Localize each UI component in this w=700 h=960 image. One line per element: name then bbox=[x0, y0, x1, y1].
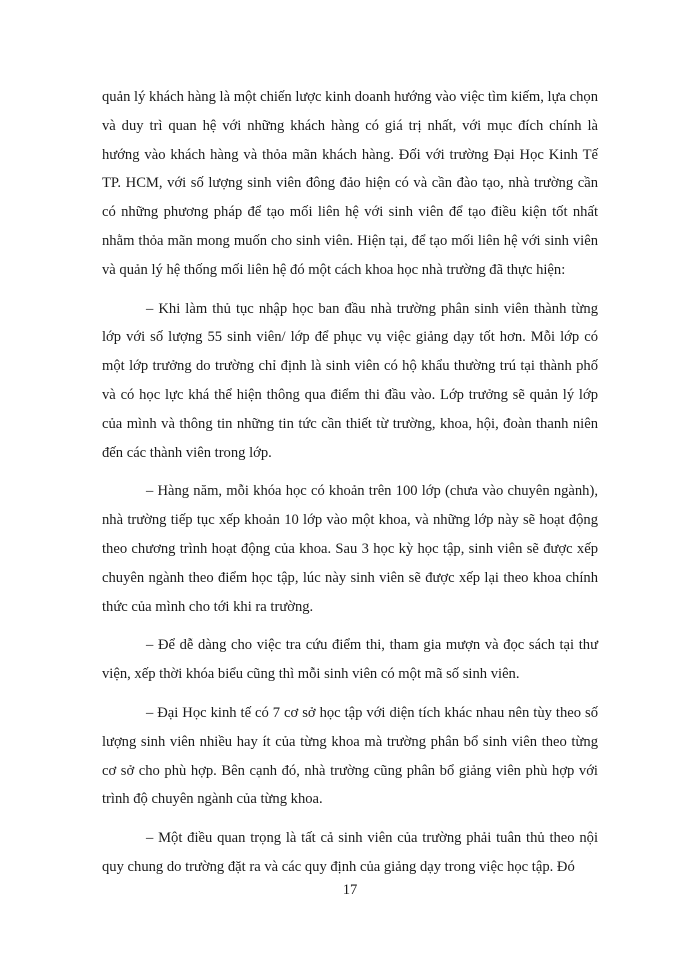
bullet-paragraph-enrollment: – Khi làm thủ tục nhập học ban đầu nhà trường phân sinh viên thành từng lớp với số lượng 55 sinh viên/ lớp để phục vụ việc giảng dạy tốt hơn. Mỗi lớp có một lớp trưởng do trường chỉ định là sinh viên có hộ khẩu thường trú tại thành phố và có học lực khá thể hiện thông qua điểm thi đầu vào. Lớp trưởng sẽ quản lý lớp của mình và thông tin những tin tức cần thiết từ trường, khoa, hội, đoàn thanh niên đến các thành viên trong lớp. bbox=[102, 300, 598, 461]
bullet-paragraph-campuses: – Đại Học kinh tế có 7 cơ sở học tập với diện tích khác nhau nên tùy theo số lượng sinh viên nhiều hay ít của từng khoa mà trường phân bổ sinh viên theo từng cơ sở cho phù hợp. Bên cạnh đó, nhà trường cũng phân bổ giảng viên phù hợp với trình độ chuyên ngành của từng khoa. bbox=[102, 704, 598, 808]
document-body bbox=[102, 83, 598, 892]
bullet-paragraph-student-id: – Để dễ dàng cho việc tra cứu điểm thi, tham gia mượn và đọc sách tại thư viện, xếp thời khóa biểu cũng thì mỗi sinh viên có một mã số sinh viên. bbox=[102, 637, 598, 683]
page-number: 17 bbox=[342, 882, 358, 898]
intro-paragraph: quản lý khách hàng là một chiến lược kinh doanh hướng vào việc tìm kiếm, lựa chọn và duy trì quan hệ với những khách hàng có giá trị nhất, với mục đích chính là hướng vào khách hàng và thỏa mãn khách hàng. Đối với trường Đại Học Kinh Tế TP. HCM, với số lượng sinh viên đông đảo hiện có và cần đào tạo, nhà trường cần có những phương pháp để tạo mối liên hệ với sinh viên để tạo điều kiện tốt nhất nhằm thỏa mãn mong muốn cho sinh viên. Hiện tại, để tạo mối liên hệ với sinh viên và quản lý hệ thống mối liên hệ đó một cách khoa học nhà trường đã thực hiện: bbox=[102, 89, 598, 278]
bullet-paragraph-regulations: – Một điều quan trọng là tất cả sinh viên của trường phải tuân thủ theo nội quy chung do trường đặt ra và các quy định của giảng dạy trong việc học tập. Đó bbox=[102, 830, 598, 875]
bullet-paragraph-faculty-assignment: – Hàng năm, mỗi khóa học có khoản trên 100 lớp (chưa vào chuyên ngành), nhà trường tiếp tục xếp khoản 10 lớp vào một khoa, và những lớp này sẽ hoạt động theo chương trình hoạt động của khoa. Sau 3 học kỳ học tập, sinh viên sẽ được xếp chuyên ngành theo điểm học tập, lúc này sinh viên sẽ được xếp lại theo khoa chính thức của mình cho tới khi ra trường. bbox=[102, 483, 598, 615]
